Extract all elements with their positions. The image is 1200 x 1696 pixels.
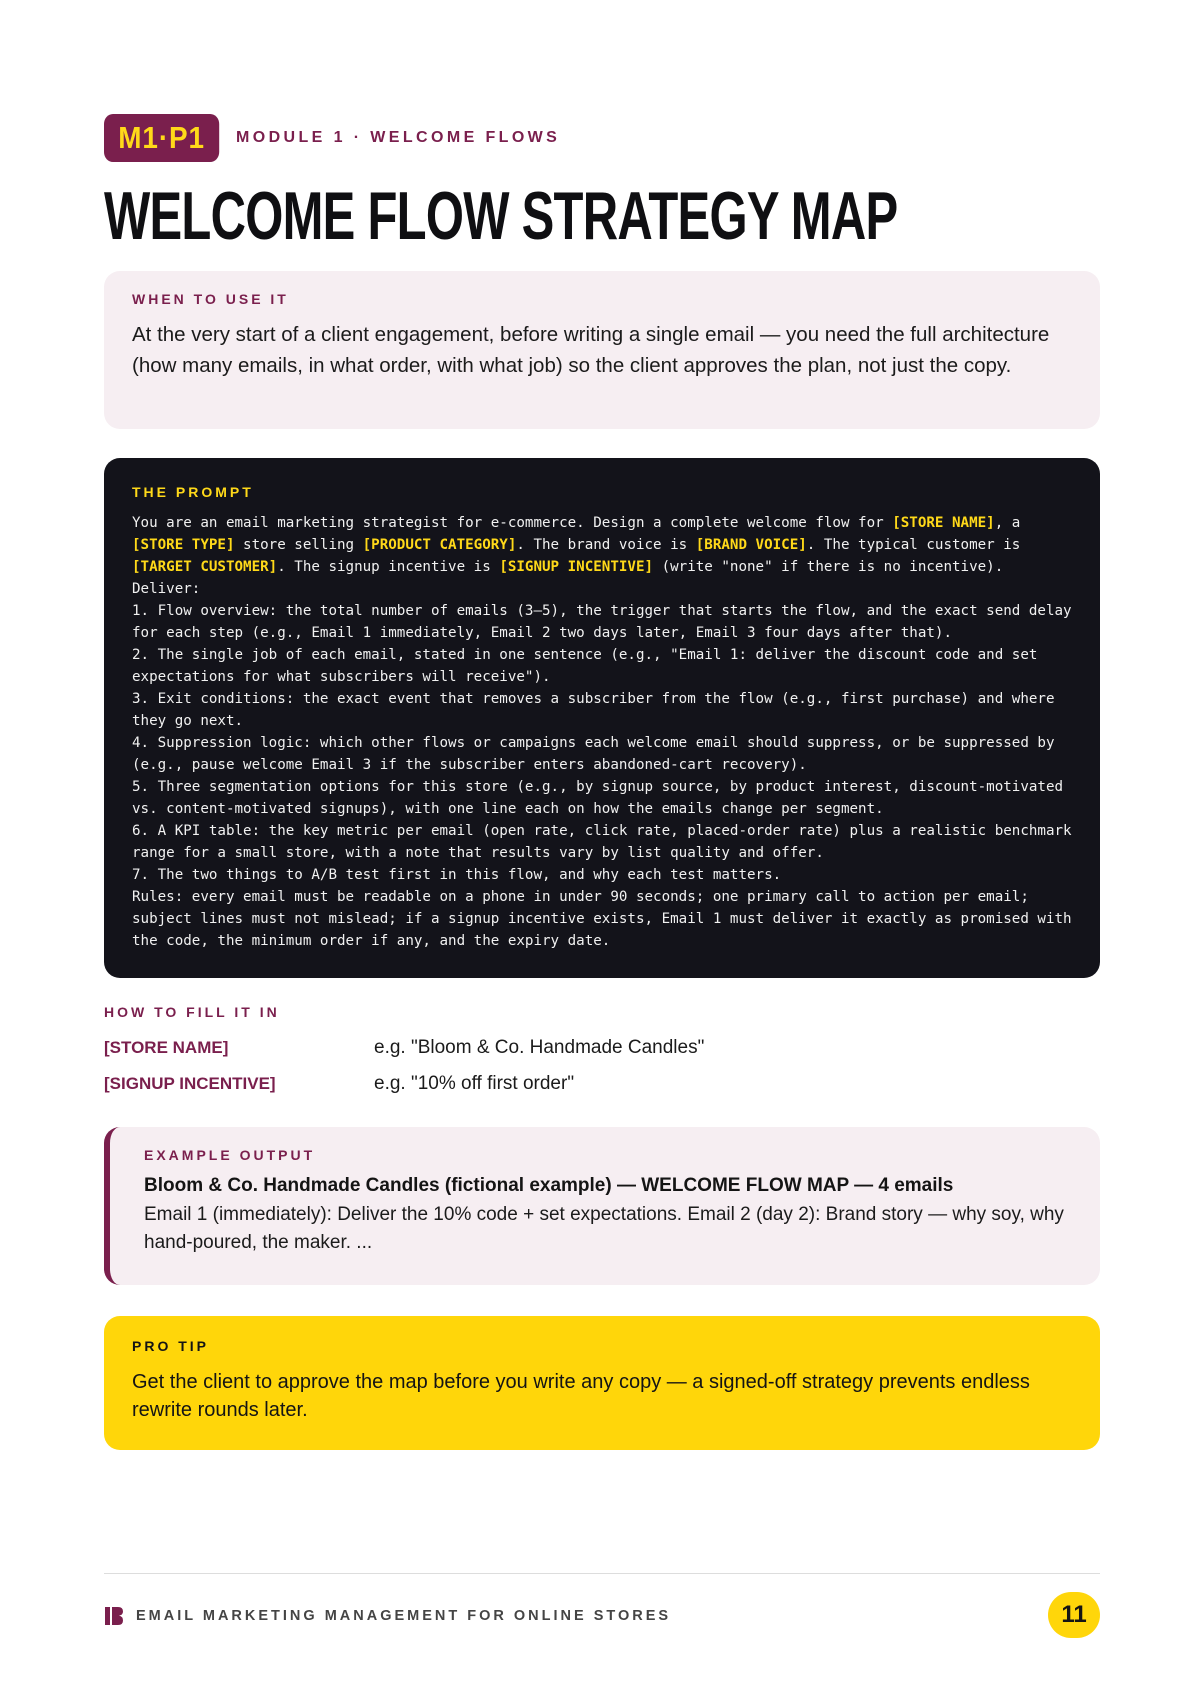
prompt-panel [104,458,1100,978]
pro-tip-label: PRO TIP [132,1338,210,1354]
prompt-text [132,512,1072,952]
prompt-segment: . The signup incentive is [277,559,500,575]
prompt-label: THE PROMPT [132,484,254,500]
fill-in-key: [SIGNUP INCENTIVE] [104,1074,276,1093]
placeholder-product-category: [PRODUCT CATEGORY] [362,537,517,553]
prompt-segment: You are an email marketing strategist for e-commerce. Design a complete welcome flow for [132,515,893,531]
page-title: WELCOME FLOW STRATEGY MAP [104,178,898,254]
module-label: MODULE 1 · WELCOME FLOWS [236,129,561,146]
example-output-title: Bloom & Co. Handmade Candles (fictional example) — WELCOME FLOW MAP — 4 emails [144,1175,954,1196]
module-header [104,114,560,162]
fill-in-label: HOW TO FILL IT IN [104,1004,280,1020]
fill-in-key: [STORE NAME] [104,1038,229,1057]
page-footer [104,1592,1100,1640]
footer-divider [104,1573,1100,1574]
placeholder-target-customer: [TARGET CUSTOMER] [132,559,278,575]
prompt-segment: , a [994,515,1029,531]
when-to-use-label: WHEN TO USE IT [132,291,289,307]
book-logo-icon [104,1606,124,1626]
fill-in-value: e.g. "10% off first order" [374,1073,575,1094]
prompt-segment: . The brand voice is [516,537,696,553]
module-badge: M1·P1 [104,114,219,162]
when-to-use-text: At the very start of a client engagement, before writing a single email — you need the full architecture (how many emails, in what order, with what job) so the client approves the plan, not just the copy. [132,323,1050,377]
fill-in-value: e.g. "Bloom & Co. Handmade Candles" [374,1037,705,1058]
fill-in-row [104,1066,1100,1102]
example-output-body: Email 1 (immediately): Deliver the 10% code + set expectations. Email 2 (day 2): Brand story — why soy, why hand-poured, the maker. ... [144,1204,1064,1253]
example-output-panel [104,1127,1100,1285]
prompt-segment: . The typical customer is [806,537,1029,553]
pro-tip-text: Get the client to approve the map before you write any copy — a signed-off strategy prevents endless rewrite rounds later. [132,1371,1030,1421]
example-output-label: EXAMPLE OUTPUT [144,1147,316,1163]
prompt-segment: store selling [234,537,363,553]
prompt-segment: (write "none" if there is no incentive). Deliver: 1. Flow overview: the total number of emails (3–5), the trigger that starts the flow, and the exact send delay for each step (e.g., Email 1 immediately, Email 2 two days later, Email 3 four days after that). 2. The single job of each email, stated in one sentence (e.g., "Email 1: deliver the discount code and set expectations for what subscribers will receive"). 3. Exit conditions: the exact event that removes a subscriber from the flow (e.g., first purchase) and where they go next. 4. Suppression logic: which other flows or campaigns each welcome email should suppress, or be suppressed by (e.g., pause welcome Email 3 if the subscriber enters abandoned-cart recovery). 5. Three segmentation options for this store (e.g., by signup source, by product interest, discount-motivated vs. content-motivated signups), with one line each on how the emails change per segment. 6. A KPI table: the key metric per email (open rate, click rate, placed-order rate) plus a realistic benchmark range for a small store, with a note that results vary by list quality and offer. 7. The two things to A/B test first in this flow, and why each test matters. Rules: every email must be readable on a phone in under 90 seconds; one primary call to action per email; subject lines must not mislead; if a signup incentive exists, Email 1 must deliver it exactly as promised with the code, the minimum order if any, and the expiry date. [132,559,1072,949]
fill-in-section [104,1004,1100,1102]
when-to-use-panel [104,271,1100,429]
placeholder-store-type: [STORE TYPE] [132,537,235,553]
placeholder-brand-voice: [BRAND VOICE] [695,537,807,553]
pro-tip-panel [104,1316,1100,1450]
placeholder-store-name: [STORE NAME] [892,515,995,531]
page-number: 11 [1048,1592,1100,1638]
footer-title: EMAIL MARKETING MANAGEMENT FOR ONLINE STORES [136,1608,672,1624]
placeholder-signup-incentive: [SIGNUP INCENTIVE] [499,559,654,575]
fill-in-row [104,1030,1100,1066]
